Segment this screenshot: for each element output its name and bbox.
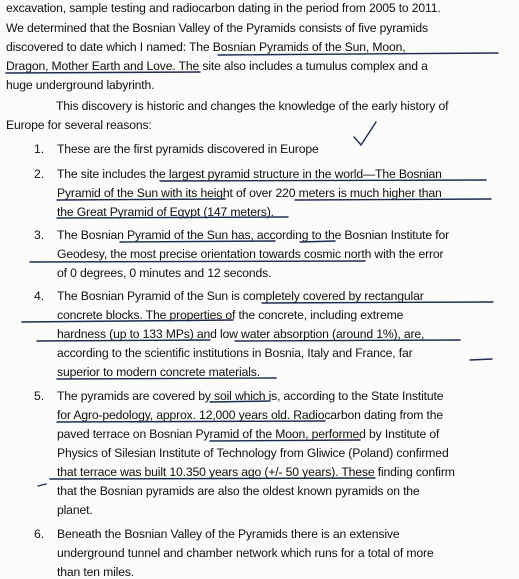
item-3-line-2: Geodesy, the most precise orientation towards cosmic north with the error: [57, 247, 444, 261]
item-5-number: 5.: [34, 389, 45, 403]
item-4-line-2: concrete blocks. The properties of the concrete, including extreme: [57, 308, 404, 322]
item-5-line-5: that terrace was built 10.350 years ago (+/- 50 years). These finding confirm: [57, 465, 455, 479]
pen-underline: [470, 359, 492, 360]
lead-line-1: This discovery is historic and changes the knowledge of the early history of: [56, 99, 449, 113]
item-3-line-1: The Bosnian Pyramid of the Sun has, according to the Bosnian Institute for: [57, 228, 449, 242]
item-1-number: 1.: [34, 142, 45, 156]
item-6-line-1: Beneath the Bosnian Valley of the Pyramids there is an extensive: [57, 527, 400, 541]
intro-line-1: excavation, sample testing and radiocarbon dating in the period from 2005 to 2011.: [6, 1, 441, 15]
item-4-line-4: according to the scientific institutions in Bosnia, Italy and France, far: [57, 346, 413, 360]
item-4-line-1: The Bosnian Pyramid of the Sun is completely covered by rectangular: [57, 289, 424, 303]
lead-line-2: Europe for several reasons:: [6, 118, 152, 132]
item-5-line-2: for Agro-pedology, approx. 12,000 years old. Radiocarbon dating from the: [57, 408, 443, 422]
item-1-line-1: These are the first pyramids discovered in Europe: [57, 142, 319, 156]
item-5-line-1: The pyramids are covered by soil which is, according to the State Institute: [57, 389, 444, 403]
item-4-number: 4.: [34, 289, 45, 303]
item-4-line-5: superior to modern concrete materials.: [57, 365, 260, 379]
item-4-line-3: hardness (up to 133 MPs) and low water absorption (around 1%), are,: [57, 327, 425, 341]
item-6-line-2: underground tunnel and chamber network which runs for a total of more: [57, 546, 434, 560]
item-2-line-2: Pyramid of the Sun with its height of over 220 meters is much higher than: [57, 186, 442, 200]
intro-line-2: We determined that the Bosnian Valley of the Pyramids consists of five pyramids: [6, 21, 428, 35]
intro-line-5: huge underground labyrinth.: [6, 78, 155, 92]
item-6-number: 6.: [34, 527, 45, 541]
item-6-line-3: than ten miles.: [57, 565, 135, 579]
item-5-line-6: that the Bosnian pyramids are also the oldest known pyramids on the: [57, 484, 420, 498]
item-2-number: 2.: [34, 167, 45, 181]
item-2-line-3: the Great Pyramid of Egypt (147 meters).: [57, 205, 274, 219]
pen-underline: [38, 484, 46, 486]
item-5-line-4: Physics of Silesian Institute of Technology from Gliwice (Poland) confirmed: [57, 446, 449, 460]
item-5-line-7: planet.: [57, 503, 93, 517]
item-5-line-3: paved terrace on Bosnian Pyramid of the Moon, performed by Institute of: [57, 427, 440, 441]
pen-underline: [30, 261, 365, 262]
intro-line-3: discovered to date which I named: The Bosnian Pyramids of the Sun, Moon,: [6, 40, 406, 54]
check-mark: [354, 122, 376, 145]
item-3-number: 3.: [34, 228, 45, 242]
intro-line-4: Dragon, Mother Earth and Love. The site also includes a tumulus complex and a: [6, 59, 428, 73]
item-2-line-1: The site includes the largest pyramid structure in the world—The Bosnian: [57, 167, 442, 181]
item-3-line-3: of 0 degrees, 0 minutes and 12 seconds.: [57, 266, 272, 280]
